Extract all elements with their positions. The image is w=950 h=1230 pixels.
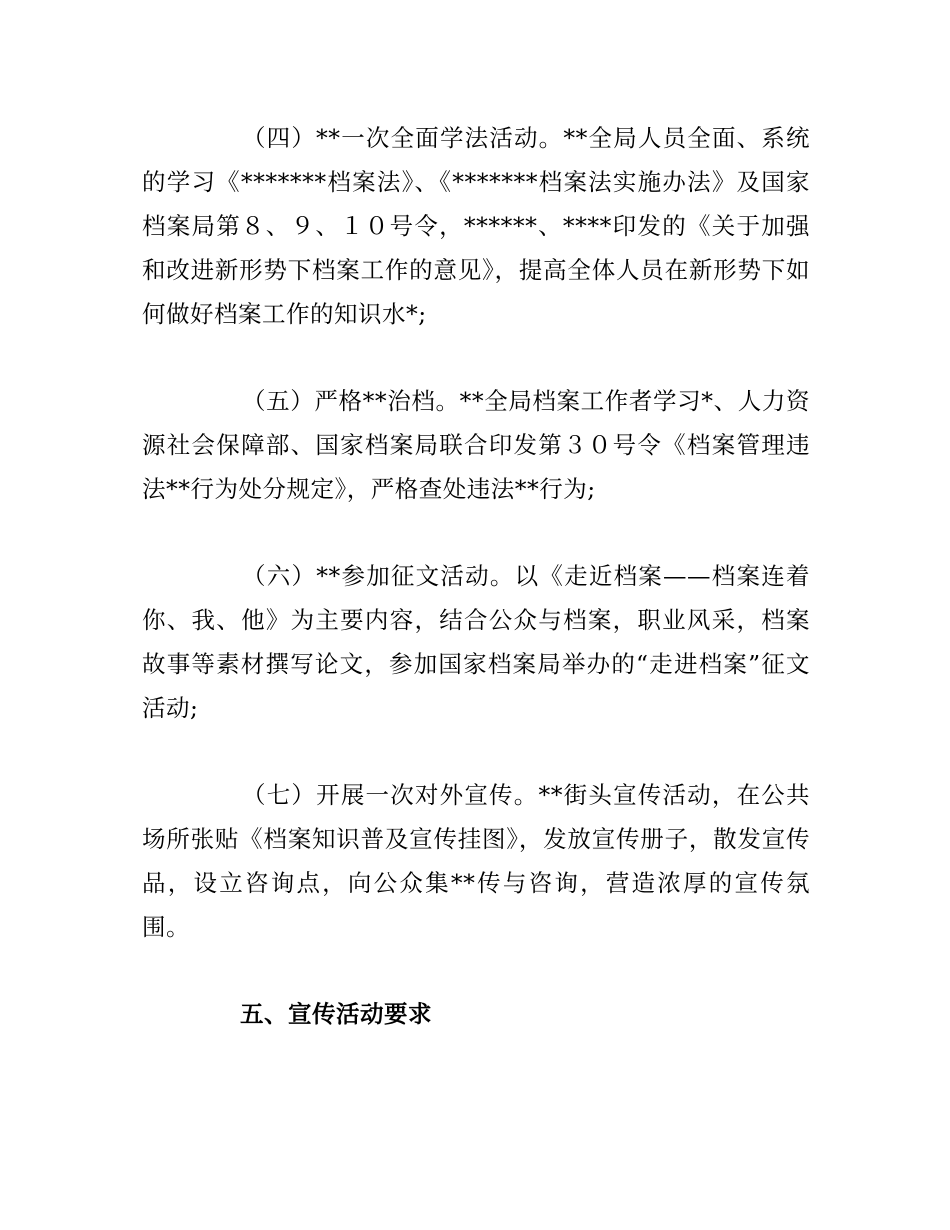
paragraph-item-4: （四）**一次全面学法活动。**全局人员全面、系统的学习《*******档案法》、《*******档案法实施办法》及国家档案局第８、９、１０号令，******、****印发的《关于加强和改进新形势下档案工作的意见》，提高全体人员在新形势下如何做好档案工作的知识水*; (142, 124, 810, 328)
paragraph-item-6: （六）**参加征文活动。以《走近档案——档案连着你、我、他》为主要内容，结合公众与档案，职业风采，档案故事等素材撰写论文，参加国家档案局举办的“走进档案”征文活动; (142, 562, 810, 722)
document-body (142, 116, 810, 1036)
section-heading: 五、宣传活动要求 (240, 1000, 432, 1028)
paragraph-item-5: （五）严格**治档。**全局档案工作者学习*、人力资源社会保障部、国家档案局联合印发第３０号令《档案管理违法**行为处分规定》，严格查处违法**行为; (142, 387, 810, 503)
paragraph-item-7: （七）开展一次对外宣传。**街头宣传活动，在公共场所张贴《档案知识普及宣传挂图》，发放宣传册子，散发宣传品，设立咨询点，向公众集**传与咨询，营造浓厚的宣传氛围。 (142, 781, 810, 941)
